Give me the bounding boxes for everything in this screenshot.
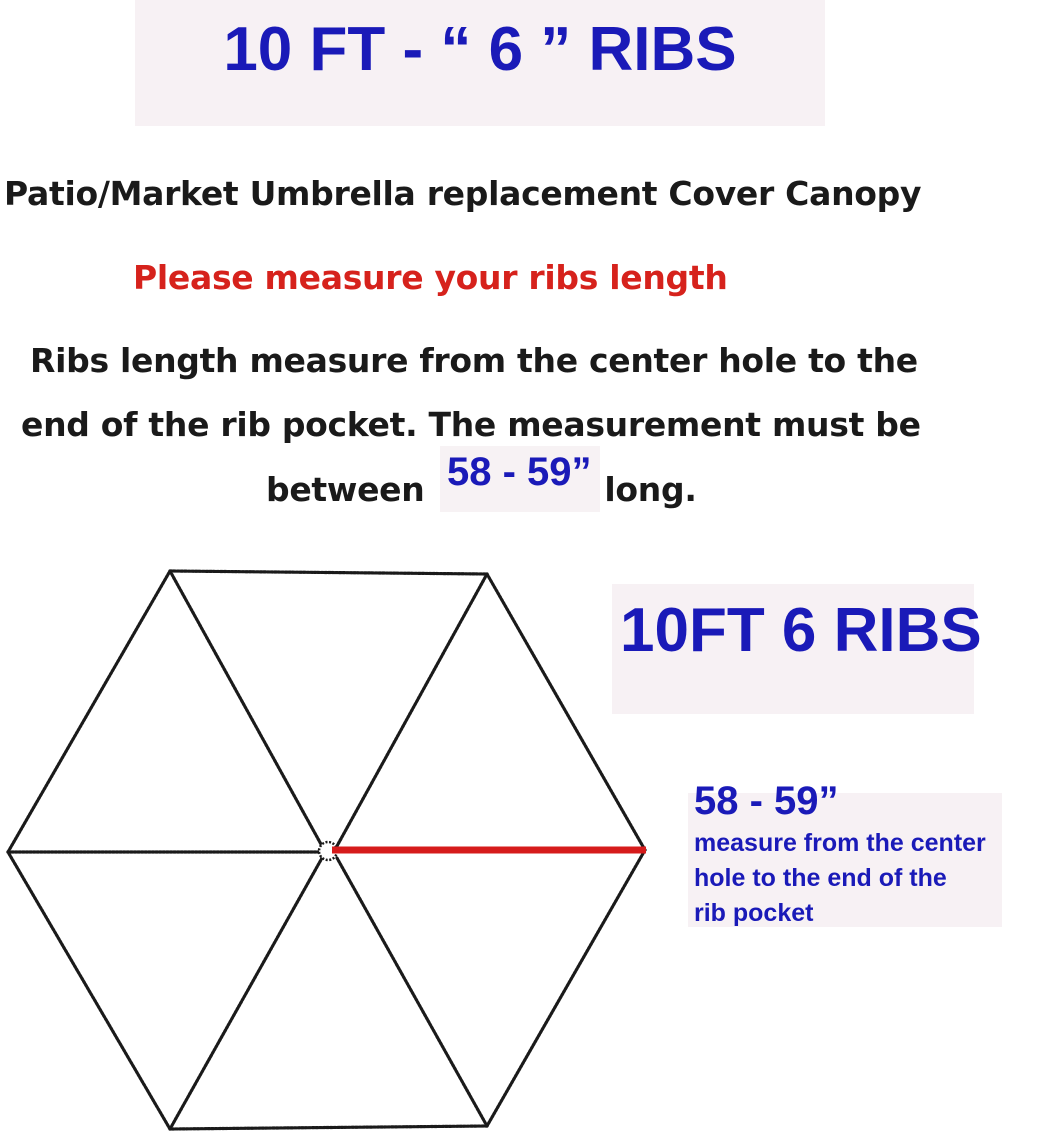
hexagon-edge-lower-right — [487, 850, 645, 1126]
rib-line-upper-right — [337, 574, 487, 846]
rib-line-lower-right — [337, 858, 487, 1126]
instruction-long: long. — [604, 470, 697, 509]
hexagon-edge-bottom — [170, 1126, 487, 1129]
callout-line-1: measure from the center — [694, 829, 986, 857]
instruction-line-2: end of the rib pocket. The measurement must be — [21, 405, 921, 444]
diagram-label: 10FT 6 RIBS — [620, 596, 982, 665]
instruction-between: between — [266, 470, 425, 509]
hexagon-edge-top — [170, 571, 487, 574]
measurement-value: 58 - 59” — [447, 450, 592, 494]
measure-warning: Please measure your ribs length — [133, 258, 728, 297]
product-subtitle: Patio/Market Umbrella replacement Cover Canopy — [4, 174, 922, 213]
rib-line-upper-left — [170, 571, 322, 846]
hexagon-diagram — [0, 555, 660, 1140]
rib-line-lower-left — [170, 858, 322, 1129]
callout-measurement: 58 - 59” — [694, 779, 839, 823]
title-banner — [135, 0, 825, 126]
callout-line-3: rib pocket — [694, 899, 814, 927]
hexagon-edge-lower-left — [8, 852, 170, 1129]
hexagon-edge-upper-left — [8, 571, 170, 852]
page-title: 10 FT - “ 6 ” RIBS — [223, 15, 737, 84]
instruction-line-1: Ribs length measure from the center hole to the — [30, 341, 918, 380]
callout-line-2: hole to the end of the — [694, 864, 947, 892]
